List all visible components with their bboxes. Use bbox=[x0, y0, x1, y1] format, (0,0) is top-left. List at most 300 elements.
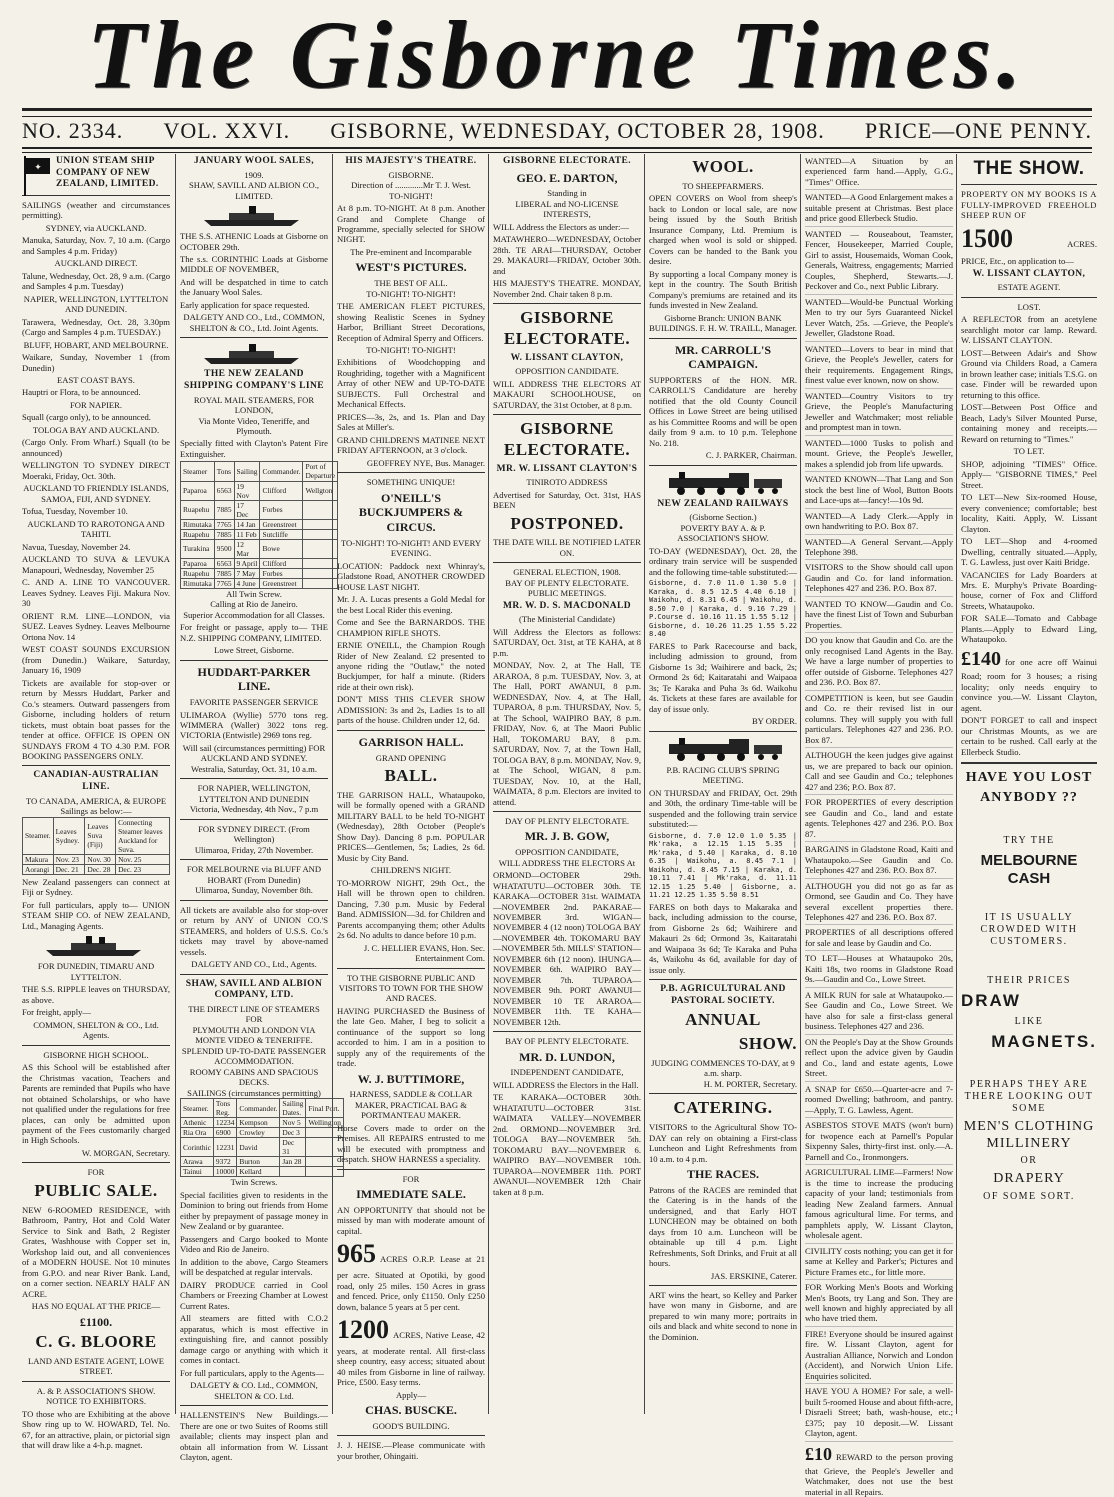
table-header: Steamer bbox=[181, 462, 215, 481]
table-cell: 6563 bbox=[214, 481, 234, 500]
evans-signature: J. C. HELLIER EVANS, Hon. Sec. Entertainment Com. bbox=[363, 942, 485, 964]
classified-ad: VISITORS to the Show should call upon Gaudin and Co. for land information. Telephones 427 and 236. P.O. Box 87. bbox=[805, 562, 953, 596]
table-row bbox=[181, 529, 338, 539]
classified-ad: ALTHOUGH you did not go as far as Ormond, see Gaudin and Co. They have several excellent properties there. Telephones 427 and 236. P.O. Box 87. bbox=[805, 881, 953, 926]
despatch-line: And will be despatched in time to catch the January Wool Sales. bbox=[180, 276, 328, 298]
table-cell: Forbes bbox=[260, 568, 303, 578]
tonight-2: TO-NIGHT! TO-NIGHT! bbox=[366, 288, 456, 299]
reward-amount: £10 bbox=[805, 1443, 832, 1464]
dairy-produce: DAIRY PRODUCE carried in Cool Chambers or Freezing Chamber at Lowest Current Rates. bbox=[180, 1279, 328, 1311]
roomy: ROOMY CABINS AND SPACIOUS DECKS. bbox=[189, 1066, 319, 1088]
branch: Gisborne Branch: UNION BANK BUILDINGS. F. H. W. TRAILL, Manager. bbox=[649, 312, 797, 334]
table-cell: Clifford bbox=[260, 481, 303, 500]
dont-forget: DON'T FORGET to call and inspect our Christmas Mounts, as we are certain to be rushed. Call early at the Ellerbeck Studio. bbox=[961, 715, 1097, 757]
perhaps: PERHAPS THEY ARE THERE LOOKING OUT SOME bbox=[964, 1078, 1094, 1114]
table-cell: 9372 bbox=[213, 1157, 236, 1167]
by-order: BY ORDER. bbox=[751, 716, 797, 727]
horse-text: Horse Covers made to order on the Premises. All REPAIRS entrusted to me will be executed with promptness and despatch. SHOW HARNESS a speciality. bbox=[337, 1122, 485, 1165]
table-cell: Dec. 28 bbox=[85, 864, 116, 874]
gisborne-sub: GISBORNE. bbox=[388, 169, 434, 180]
dont-miss-text: DON'T MISS THIS CLEVER SHOW ADMISSION: 3s and 2s, Ladies 1s to all parts of the house. Children under 12, 6d. bbox=[337, 694, 485, 726]
full-particulars: For full particulars, apply to— UNION STEAM SHIP CO. of NEW ZEALAND, Ltd., Managing Agents. bbox=[22, 899, 170, 931]
mens-clothing: MEN'S CLOTHING MILLINERY bbox=[963, 1119, 1095, 1152]
no-equal: HAS NO EQUAL AT THE PRICE— bbox=[31, 1301, 161, 1312]
porter-signature: H. M. PORTER, Secretary. bbox=[703, 1078, 797, 1089]
show: SHOW. bbox=[738, 1034, 797, 1054]
victoria: Victoria, Wednesday, 4th Nov., 7 p.m bbox=[189, 804, 319, 815]
independent: INDEPENDENT CANDIDATE, bbox=[510, 1067, 624, 1078]
location-text: LOCATION: Paddock next Whinray's, Gladstone Road, ANOTHER CROWDED HOUSE LAST NIGHT. bbox=[337, 560, 485, 592]
table-cell bbox=[280, 1167, 306, 1177]
tonight: TO-NIGHT! bbox=[389, 190, 433, 201]
will-address: WILL Address the Electors as under:— bbox=[493, 221, 629, 232]
table-cell: Rimutaka bbox=[181, 519, 215, 529]
having-text: HAVING PURCHASED the Business of the late Geo. Maher, I beg to solicit a continuance of the support so long accorded to him. I am in a position to supply any of the requirements of the trade. bbox=[337, 1005, 485, 1069]
table-cell: 7765 bbox=[214, 519, 234, 529]
table-row bbox=[181, 578, 338, 588]
buscke-name: CHAS. BUSCKE. bbox=[365, 1403, 457, 1418]
issue-volume: VOL. XXVI. bbox=[163, 118, 291, 143]
their-prices: THEIR PRICES bbox=[987, 974, 1071, 986]
table-cell: Wellgton bbox=[303, 481, 338, 500]
table-cell: Nov. 23 bbox=[53, 854, 85, 864]
supporters-text: SUPPORTERS of the HON. MR. CARROLL'S Candidature are hereby notified that the old County Council Offices in Lowe Street are being utilised as his Committee Rooms and will be open daily from 9 a.m. to 10 p.m. Telephone No. 218. bbox=[649, 374, 797, 448]
lost-text-2: LOST—Between Adair's and Show Ground via Childers Road, a Camera in brown leather case; initials T.S.G. on case. Finder will be rewarded upon returning to this office. bbox=[961, 347, 1097, 400]
amount: £140 bbox=[961, 647, 1001, 670]
notice-heading: NOTICE TO EXHIBITORS. bbox=[45, 1396, 147, 1407]
table-header: Sailing bbox=[234, 462, 260, 481]
classified-ads bbox=[805, 156, 953, 1442]
acres-965-text: ACRES O.R.P. Lease at 21 per acre. Situated at Opotiki, by good road, only 25 miles. 150 Acres in grass and fenced. Price, only £1150. Only £250 down, balance 5 years at 5 per cent. bbox=[337, 1254, 485, 1312]
tofua-line: Tofua, Tuesday, November 10. bbox=[22, 506, 128, 517]
vancouver-line: C. AND A. LINE TO VANCOUVER. Leaves Sydney. Leaves Fiji. Makura Nov. 30 bbox=[22, 577, 170, 609]
reward-text: REWARD to the person proving that Grieve, the People's Jeweller and Watchmaker, does not use the best material in all Repairs. bbox=[805, 1451, 953, 1497]
column-4 bbox=[488, 154, 641, 1414]
cargo-booked: Passengers and Cargo booked to Monte Video and Rio de Janeiro. bbox=[180, 1233, 328, 1255]
wgtn-sydney-line: WELLINGTON TO SYDNEY DIRECT Moeraki, Friday, Oct. 30th. bbox=[22, 460, 170, 481]
steamship-icon bbox=[199, 204, 309, 228]
classified-ad: ON the People's Day at the Show Grounds reflect upon the advice given by Gaudin and Co., land and estate agents, Lowe Street. bbox=[805, 1037, 953, 1082]
table-cell: Ria Ora bbox=[181, 1128, 214, 1138]
sheepfarmers: TO SHEEPFARMERS. bbox=[682, 180, 764, 191]
matinee-text: GRAND CHILDREN'S MATINEE NEXT FRIDAY AFTERNOON, at 3 o'clock. bbox=[337, 434, 485, 456]
via-line: Via Monte Video, Teneriffe, and Plymouth. bbox=[198, 415, 310, 436]
erskine-signature: JAS. ERSKINE, Caterer. bbox=[710, 1270, 797, 1281]
table-cell: Makura bbox=[23, 854, 54, 864]
public-sale-heading: PUBLIC SALE. bbox=[34, 1180, 158, 1200]
apply-to: For freight or passage, apply to— THE N.Z. SHIPPING COMPANY, LIMITED. bbox=[180, 622, 328, 643]
ernie-text: ERNIE O'NEILL, the Champion Rough Rider of New Zealand. £2 presented to anyone riding the "Outlaw," the noted Buckjumper, for half a minute. (Riders ride at their own risk). bbox=[337, 640, 485, 692]
price: £1100. bbox=[79, 1314, 113, 1329]
wool-sales-heading: JANUARY WOOL SALES, bbox=[194, 156, 314, 166]
lowe-street: Lowe Street, Gisborne. bbox=[214, 645, 294, 656]
sailings-permitting: SAILINGS (circumstances permitting) bbox=[187, 1087, 321, 1098]
table-cell: Nov 5 bbox=[280, 1118, 306, 1128]
direction-line: Direction of .............Mr T. J. West. bbox=[351, 180, 471, 191]
let-text-2: TO LET—Shop and 4-roomed Dwelling, centrally situated.—Apply, T. G. Lawless, just over Kaiti Bridge. bbox=[961, 536, 1097, 568]
table-cell: 6900 bbox=[213, 1128, 236, 1138]
table-row bbox=[181, 1167, 344, 1177]
classified-ad: WANTED TO KNOW—Gaudin and Co. have the finest List of Town and Suburban Properties. bbox=[805, 599, 953, 633]
issue-rule bbox=[22, 147, 1092, 153]
issue-price: PRICE—ONE PENNY. bbox=[864, 118, 1092, 143]
every-evening: TO-NIGHT! TO-NIGHT! AND EVERY EVENING. bbox=[340, 537, 482, 559]
huddart-heading: HUDDART-PARKER LINE. bbox=[197, 664, 311, 694]
westralia: Westralia, Saturday, Oct. 31, 10 a.m. bbox=[191, 763, 317, 774]
issue-line bbox=[22, 116, 1092, 146]
ulimaroa-sunday: Ulimaroa, Sunday, November 8th. bbox=[195, 885, 313, 896]
school-text: AS this School will be established after the Christmas vacation, Teachers and Parents are reminded that Pupils who have not obtained Scholarships, or who have not qualified under the regulations for free places, can only be admitted upon payment of the Fees customarily charged in High Schools. bbox=[22, 1062, 170, 1146]
poverty-bay: POVERTY BAY A. & P. ASSOCIATION'S SHOW. bbox=[677, 522, 769, 544]
table-cell: Wellington bbox=[306, 1118, 344, 1128]
fiji-heading: AUCKLAND TO FRIENDLY ISLANDS, SAMOA, FIJI, AND SYDNEY. bbox=[23, 483, 169, 504]
table-cell: 11 Feb bbox=[234, 529, 260, 539]
freight-line: For freight, apply— bbox=[22, 1007, 91, 1018]
have-you-lost: HAVE YOU LOST bbox=[965, 770, 1093, 786]
squall-line: Squall (cargo only), to be announced. bbox=[22, 412, 151, 423]
ministerial: (The Ministerial Candidate) bbox=[519, 614, 615, 625]
table-cell: Kellard bbox=[237, 1167, 280, 1177]
table-cell: 14 Jan bbox=[234, 519, 260, 529]
table-cell: Ruapehu bbox=[181, 568, 215, 578]
table-cell: Paparoa bbox=[181, 558, 215, 568]
today-text: TO-DAY (WEDNESDAY), Oct. 28, the ordinary train service will be suspended and the following time-table substituted:— bbox=[649, 545, 797, 577]
gow-name: MR. J. B. GOW, bbox=[524, 829, 610, 844]
judging: JUDGING COMMENCES TO-DAY, at 9 a.m. sharp. bbox=[651, 1057, 795, 1079]
of-some-sort: OF SOME SORT. bbox=[983, 1190, 1075, 1202]
bloore-sub: LAND AND ESTATE AGENT, LOWE STREET. bbox=[28, 1355, 164, 1377]
will-address-2: WILL ADDRESS THE ELECTORS AT MAKAURI SCHOOLHOUSE, on SATURDAY, the 31st October, at 8 p.m. bbox=[493, 378, 641, 410]
table-cell: 12 Mar bbox=[234, 539, 260, 558]
calling-rio: Calling at Rio de Janeiro. bbox=[210, 599, 298, 610]
vacancies-text: VACANCIES for Lady Boarders at Mrs. E. Murphy's Private Boarding-house, corner of Fox and Clifford Streets, Whataupoko. bbox=[961, 569, 1097, 611]
column-6 bbox=[800, 154, 953, 1497]
the-show-heading: THE SHOW. bbox=[973, 158, 1085, 179]
acres-label: ACRES. bbox=[1067, 238, 1097, 249]
will-address-3: Will Address the Electors as follows: SATURDAY, Oct. 31st, at TE KAHA, at 8 p.m. bbox=[493, 626, 641, 658]
steamship-icon bbox=[41, 934, 151, 958]
column-2 bbox=[175, 154, 342, 1463]
races-heading: THE RACES. bbox=[686, 1167, 760, 1182]
table-cell: 7765 bbox=[214, 578, 234, 588]
athenic-line: THE S.S. ATHENIC Loads at Gisborne on OCTOBER 29th. bbox=[180, 231, 328, 252]
steamship-icon bbox=[199, 342, 309, 366]
table-cell: Greenstreet bbox=[260, 578, 303, 588]
for-sydney: FOR SYDNEY DIRECT. (From Wellington) bbox=[198, 823, 310, 845]
classified-ad: WANTED—A Good Enlargement makes a suitable present at Christmas. Best place and price good Ellerbeck Studio. bbox=[805, 192, 953, 226]
nye-signature: GEOFFREY NYE, Bus. Manager. bbox=[366, 457, 485, 468]
classified-ad: CIVILITY costs nothing; you can get it for same at Kelley and Parker's; Pictures and Picture Frames etc., for little more. bbox=[805, 1246, 953, 1280]
amount-text: for one acre off Wainui Road; room for 3 houses; a rising locality; only needs enquiry to convince you.—W. Lissant Clayton, agent. bbox=[961, 656, 1097, 713]
table-header: Sailing Dates. bbox=[280, 1099, 306, 1118]
table-cell: Dec 3 bbox=[280, 1128, 306, 1138]
lucas-text: Mr. J. A. Lucas presents a Gold Medal for the best Local Rider this evening. bbox=[337, 594, 485, 615]
for-label-2: FOR bbox=[402, 1173, 420, 1184]
locomotive-icon bbox=[659, 736, 787, 762]
napier-heading: NAPIER, WELLINGTON, LYTTELTON AND DUNEDIN. bbox=[23, 293, 169, 315]
nzr-heading: NEW ZEALAND RAILWAYS bbox=[657, 498, 789, 509]
nz-passengers: New Zealand passengers can connect at Fiji or Sydney. bbox=[22, 876, 170, 898]
svg-text:✦: ✦ bbox=[34, 163, 42, 173]
clayton-name: W. LISSANT CLAYTON, bbox=[510, 352, 624, 363]
lost-text: A REFLECTOR from an acetylene searchlight motor car lamp. Reward. W. LISSANT CLAYTON. bbox=[961, 314, 1097, 346]
table-cell: Tainui bbox=[181, 1167, 214, 1177]
hallenstein: HALLENSTEIN'S New Buildings.—There are one or two Suites of Rooms still available; clients may inspect plan and obtain all information from W. Lissant Clayton, agent. bbox=[180, 1410, 328, 1463]
classified-ad: WANTED KNOWN—That Lang and Son stock the best line of Wool, Button Boots and Lace-ups at—fancy!—10s 9d. bbox=[805, 474, 953, 508]
year: 1909. bbox=[244, 169, 264, 180]
timetable: Gisborne, d. 7.0 11.0 1.30 5.0 | Karaka, d. 8.5 12.5 4.40 6.10 | Waikohu, d. 8.31 6.45 | Waikohu, d. 8.50 7.0 | Karaka, d. 9.16 7.29 | P.Course d. 10.16 11.15 1.55 5.12 | Gisborne, d. 10.26 11.25 1.55 5.22 8.40 bbox=[649, 579, 797, 639]
general-election: GENERAL ELECTION, 1908. bbox=[513, 567, 621, 578]
try-the: TRY THE bbox=[1003, 835, 1055, 847]
table-cell: Dec 31 bbox=[280, 1138, 306, 1157]
table-cell: Turakina bbox=[181, 539, 215, 558]
ulimaroa-list: ULIMAROA (Wyllie) 5770 tons reg. WIMMERA (Waller) 3022 tons reg. VICTORIA (Entwistle) 2969 tons reg. bbox=[180, 709, 328, 741]
east-coast-heading: EAST COAST BAYS. bbox=[57, 375, 135, 385]
let-text-1: TO LET—New Six-roomed House, every convenience; comfortable; best locality, Kaiti. Apply, W. Lissant Clayton. bbox=[961, 492, 1097, 534]
prices-text: PRICES—3s, 2s, and 1s. Plan and Day Sales at Miller's. bbox=[337, 411, 485, 433]
price-etc: PRICE, Etc., on application to— bbox=[961, 256, 1074, 267]
classified-ad: COMPETITION is keen, but see Gaudin and Co. re their revised list in our columns. They will supply you with full particulars. Telephones 427 and 236. P.O. Box 87. bbox=[805, 693, 953, 748]
harness-line: HARNESS, SADDLE & COLLAR MAKER, PRACTICAL BAG & PORTMANTEAU MAKER. bbox=[349, 1089, 473, 1121]
classified-ad: AGRICULTURAL LIME—Farmers! Now is the time to increase the producing capacity of your land; testimonials from leading New Zealand farmers. Annual famous agricultural lime. For terms, and pamphlets apply, W. Lissant Clayton, wholesale agent. bbox=[805, 1167, 953, 1243]
nz-shipping-heading: THE NEW ZEALAND SHIPPING COMPANY'S LINE bbox=[184, 369, 324, 391]
table-header: Final Port. bbox=[306, 1099, 344, 1118]
royal-mail: ROYAL MAIL STEAMERS, FOR LONDON, bbox=[193, 394, 315, 416]
direct-line: THE DIRECT LINE OF STEAMERS FOR bbox=[188, 1003, 320, 1025]
column-1 bbox=[22, 154, 170, 1451]
sailings-note: SAILINGS (weather and circumstances permitting). bbox=[22, 199, 170, 221]
classified-ad: WANTED—A General Servant.—Apply Telephone 398. bbox=[805, 537, 953, 561]
hauptri-line: Hauptri or Flora, to be announced. bbox=[22, 387, 141, 398]
macdonald-name: MR. W. D. S. MACDONALD bbox=[502, 600, 632, 611]
to-canada: TO CANADA, AMERICA, & EUROPE bbox=[25, 795, 167, 806]
special-facilities: Special facilities given to residents in the Dominion to bring out friends from Home either by prepayment of passage money in New Zealand or by guarantee. bbox=[180, 1189, 328, 1232]
anybody: ANYBODY ?? bbox=[980, 790, 1078, 806]
classified-ad: FIRE! Everyone should be insured against fire. W. Lissant Clayton, agent for Australian Alliance, Norwich and London (Accident), and Norwich Union Life. Enquiries solicited. bbox=[805, 1329, 953, 1384]
gisborne-section: (Gisborne Section.) bbox=[689, 512, 757, 523]
suva-line: AUCKLAND TO SUVA & LEVUKA Manapouri, Wednesday, November 25 bbox=[22, 554, 170, 575]
table-cell: Clifford bbox=[260, 558, 303, 568]
childrens-text: TO-MORROW NIGHT, 29th Oct., the Hall will be thrown open to children. Dancing, 7.30 p.m. Music by Federal Band. ADMISSION—3d. for Children and Parents accompanying them; other Adults 2s 6d. No adults to dance before 10 p.m. bbox=[337, 877, 485, 941]
magnets: MAGNETS. bbox=[991, 1031, 1097, 1051]
melbourne-cash: MELBOURNE CASH bbox=[980, 851, 1078, 887]
carroll-heading: MR. CARROLL'S CAMPAIGN. bbox=[674, 342, 771, 372]
high-school-heading: GISBORNE HIGH SCHOOL. bbox=[43, 1049, 149, 1060]
table-cell: 7885 bbox=[214, 500, 234, 519]
classified-ad: DO you know that Gaudin and Co. are the only recognised Land Agents in the Bay. We have a large number of properties to offer outside of Gisborne. Telephones 427 and 236. P.O. Box 87. bbox=[805, 635, 953, 690]
canadian-table bbox=[22, 817, 170, 875]
newspaper-title: The Gisborne Times. bbox=[87, 0, 1027, 108]
dalgety-agents: DALGETY AND CO., Ltd., COMMON, SHELTON & CO., Ltd. Joint Agents. bbox=[183, 312, 325, 333]
classified-ad: BARGAINS in Gladstone Road, Kaiti and Whataupoko.—See Gaudin and Co. Telephones 427 and 236. P.O. Box 87. bbox=[805, 844, 953, 878]
lost-text-3: LOST—Between Post Office and Beach, Lady's Silver Mounted Purse, containing money and receipts.—Reward on returning to "Times." bbox=[961, 402, 1097, 444]
table-row bbox=[181, 1128, 344, 1138]
acres-number: 1500 bbox=[961, 223, 1013, 253]
electorate-heading: GISBORNE ELECTORATE. bbox=[502, 156, 632, 166]
art-text: ART wins the heart, so Kelley and Parker have won many in Gisborne, and are prepared to win many more; portraits in oils and black and white second to none in the Dominion. bbox=[649, 1290, 797, 1342]
west-coast-line: WEST COAST SOUNDS EXCURSION (from Dunedin.) Waikare, Saturday, January 16, 1909 bbox=[22, 644, 170, 676]
racing-text: ON THURSDAY and FRIDAY, Oct. 29th and 30th, the ordinary Time-table will be suspended and the following train service substituted:— bbox=[649, 787, 797, 830]
table-cell: 9 April bbox=[234, 558, 260, 568]
table-cell: 12231 bbox=[213, 1138, 236, 1157]
fares-text-2: FARES on both days to Makaraka and back, including admission to the course, from Gisborne 2s 6d; Waihirere and Makauri 2s 6d; Ormond 3s, Kaitaratahi and Waipaoa 3s 6d; Te Karaka and Puha 4s, Waikohu 4s 6d, available for day of issue only. bbox=[649, 901, 797, 975]
corinthic-line: The s.s. CORINTHIC Loads at Gisborne MIDDLE OF NOVEMBER, bbox=[180, 254, 328, 275]
clayton-name-3: W. LISSANT CLAYTON, bbox=[972, 268, 1086, 279]
estate-agent: ESTATE AGENT. bbox=[997, 282, 1061, 293]
cargo-only-line: (Cargo Only. From Wharf.) Squall (to be announced) bbox=[22, 437, 170, 458]
apply-label: Apply— bbox=[395, 1389, 427, 1400]
dalgety-agents-2: DALGETY AND CO., Ltd., Agents. bbox=[191, 959, 317, 970]
table-cell: Ruapehu bbox=[181, 500, 215, 519]
flag-icon bbox=[22, 156, 52, 196]
bluff-heading: BLUFF, HOBART, AND MELBOURNE. bbox=[23, 339, 169, 350]
tiniroto: TINIROTO ADDRESS bbox=[526, 477, 608, 488]
table-header: Port of Departure bbox=[303, 462, 338, 481]
grand-opening: GRAND OPENING bbox=[375, 752, 447, 763]
acres-965 bbox=[337, 1238, 485, 1312]
table-cell: 9500 bbox=[214, 539, 234, 558]
table-cell: Crowley bbox=[237, 1128, 280, 1138]
classified-ad: WANTED—A Situation by an experienced farm hand.—Apply, G.G., "Times" Office. bbox=[805, 156, 953, 190]
catering-heading: CATERING. bbox=[673, 1098, 773, 1118]
dalgety-agents-3: DALGETY & CO. Ltd., COMMON, SHELTON & CO. Ltd. bbox=[190, 1380, 318, 1401]
bloore-name: C. G. BLOORE bbox=[35, 1332, 157, 1352]
exhibitors-text: TO those who are Exhibiting at the above Show ring up to W. HOWARD, Tel. No. 67, for an attractive, plain, or pictorial sign that will draw like a 4-h.p. magnet. bbox=[22, 1408, 170, 1451]
favorite-service: FAVORITE PASSENGER SERVICE bbox=[189, 697, 319, 708]
public-meetings: PUBLIC MEETINGS. bbox=[527, 588, 607, 599]
all-tickets: All tickets are available also for stop-over or return by ANY of UNION CO.'S STEAMERS, and holders of U.S.S. Co.'s tickets may travel by above-named vessels. bbox=[180, 904, 328, 957]
shop-text: SHOP, adjoining "TIMES" Office. Apply— "GISBORNE TIMES," Peel Street. bbox=[961, 458, 1097, 490]
classified-ad: TO LET—Houses at Whataupoko 20s, Kaiti 18s, two rooms in Gladstone Road 9s.—Gaudin and Co., Lowe Street. bbox=[805, 953, 953, 987]
drapery: DRAPERY bbox=[993, 1171, 1065, 1187]
table-cell: Arawa bbox=[181, 1157, 214, 1167]
twin-screws: Twin Screws. bbox=[230, 1177, 278, 1188]
table-cell: Jan 28 bbox=[280, 1157, 306, 1167]
shaw-table bbox=[180, 1098, 344, 1177]
or: OR bbox=[1020, 1155, 1038, 1167]
like: LIKE bbox=[1014, 1015, 1044, 1027]
table-header: Tons Reg. bbox=[213, 1099, 236, 1118]
table-header: Connecting Steamer leaves Auckland for Suva. bbox=[116, 817, 170, 854]
table-cell: 19 Nov bbox=[234, 481, 260, 500]
number-965: 965 bbox=[337, 1239, 376, 1269]
opposition: OPPOSITION CANDIDATE. bbox=[515, 366, 619, 377]
day-of-plenty: DAY OF PLENTY ELECTORATE. bbox=[505, 815, 629, 826]
table-cell: 12234 bbox=[213, 1118, 236, 1128]
hmt-meeting: HIS MAJESTY'S THEATRE. MONDAY, November 2nd. Chair taken 8 p.m. bbox=[493, 278, 641, 299]
table-row bbox=[181, 1118, 344, 1128]
navua-line: Navua, Tuesday, November 24. bbox=[22, 541, 131, 552]
classified-ad: ASBESTOS STOVE MATS (won't burn) for twopence each at Parnell's Popular Sixpenny Sales, thirty-first inst. only.—A. Parnell and Co., Ironmongers. bbox=[805, 1120, 953, 1165]
buttimore-name: W. J. BUTTIMORE, bbox=[357, 1071, 465, 1086]
classified-ad: WANTED—A Lady Clerk.—Apply in own handwriting to P.O. Box 87. bbox=[805, 511, 953, 535]
lost-heading: LOST. bbox=[1017, 301, 1041, 312]
splendid: SPLENDID UP-TO-DATE PASSENGER ACCOMMODATION. bbox=[181, 1045, 327, 1067]
table-cell: Ruapehu bbox=[181, 529, 215, 539]
garrison-heading: GARRISON HALL. bbox=[358, 734, 464, 749]
table-row bbox=[181, 519, 338, 529]
table-cell: Paparoa bbox=[181, 481, 215, 500]
immediate-sale: IMMEDIATE SALE. bbox=[356, 1187, 466, 1202]
table-cell: Nov. 30 bbox=[85, 854, 116, 864]
table-cell: 17 Dec bbox=[234, 500, 260, 519]
draw: DRAW bbox=[961, 990, 1021, 1010]
will-address-4: WILL ADDRESS THE ELECTORS At bbox=[498, 857, 636, 868]
to-let-heading: TO LET. bbox=[1013, 446, 1045, 457]
for-napier-heading: FOR NAPIER. bbox=[69, 399, 123, 410]
rarotonga-heading: AUCKLAND TO RAROTONGA AND TAHITI. bbox=[27, 518, 165, 540]
standing: Standing in bbox=[547, 188, 587, 199]
sale-text: FOR SALE—Tomato and Cabbage Plants.—Apply to Edward Ling, Whataupoko. bbox=[961, 613, 1097, 645]
pre-eminent: The Pre-eminent and Incomparable bbox=[350, 246, 472, 257]
ball-text: THE GARRISON HALL, Whataupoko, will be formally opened with a GRAND MILITARY BALL to be held TO-NIGHT (Wednesday), 28th October (People's Show Day). Dancing 8 p.m. POPULAR PRICES—Gentlemen, 5s; Ladies, 2s 6d. Music by City Band. bbox=[337, 789, 485, 863]
table-cell: Nov. 25 bbox=[116, 854, 170, 864]
amount-ad bbox=[961, 647, 1097, 713]
issue-number: NO. 2334. bbox=[22, 118, 124, 143]
barnados-text: Come and See the BARNARDOS. THE CHAMPION RIFLE SHOTS. bbox=[337, 617, 485, 638]
acres-line bbox=[961, 223, 1097, 255]
union-title: UNION STEAM SHIP COMPANY OF NEW ZEALAND, LIMITED. bbox=[56, 156, 159, 190]
reward-ad bbox=[805, 1444, 953, 1497]
column-3 bbox=[332, 154, 485, 1461]
superior: Superior Accommodation for all Classes. bbox=[183, 609, 325, 620]
gisborne-electorate: GISBORNE ELECTORATE. bbox=[503, 308, 631, 348]
best-of-all: THE BEST OF ALL. bbox=[374, 278, 448, 289]
column-5 bbox=[644, 154, 797, 1414]
tarawera-line: Tarawera, Wednesday, Oct. 28, 3.30pm (Cargo and Samples 4 p.m. TUESDAY.) bbox=[22, 316, 170, 338]
fleet-text: THE AMERICAN FLEET PICTURES, showing Realistic Scenes in Sydney Harbor, Brilliant Street Decorations, Reception of Admiral Sperry and Officers. bbox=[337, 301, 485, 343]
fitted-line: Specially fitted with Clayton's Patent Fire Extinguisher. bbox=[180, 438, 328, 459]
patrons-text: Patrons of the RACES are reminded that the Catering is in the hands of the undersigned, and that Early HOT LUNCHEON may be obtained on both days from 10 a.m. Luncheon will be obtainable up till 4 p.m. Light Refreshments, Soft Drinks, and Fruit at all hours. bbox=[649, 1184, 797, 1269]
table-cell: Rimutaka bbox=[181, 578, 215, 588]
table-row bbox=[181, 1157, 344, 1167]
classified-ad: WANTED—Country Visitors to try Grieve, the People's Manufacturing Jeweller and Watchmaker; most reliable and promptest man in town. bbox=[805, 391, 953, 436]
table-cell: 7885 bbox=[214, 568, 234, 578]
plymouth: PLYMOUTH AND LONDON VIA MONTE VIDEO & TENERIFFE. bbox=[192, 1024, 316, 1046]
columns bbox=[22, 154, 1097, 1497]
table-header: Tons bbox=[214, 462, 234, 481]
darton-meetings: MATAWHERO—WEDNESDAY, October 28th. TE ARAI—THURSDAY, October 29. MAKAURI—FRIDAY, October 30th. and bbox=[493, 234, 641, 276]
table-cell: Greenstreet bbox=[260, 519, 303, 529]
tologa-heading: TOLOGA BAY AND AUCKLAND. bbox=[32, 424, 160, 435]
table-cell: Dec. 21 bbox=[53, 864, 85, 874]
opposition-2: OPPOSITION CANDIDATE, bbox=[515, 847, 619, 858]
twin-screw: All Twin Screw. bbox=[226, 588, 282, 599]
for-melbourne: FOR MELBOURNE via BLUFF AND HOBART (From Dunedin) bbox=[186, 864, 322, 885]
table-cell: 7885 bbox=[214, 529, 234, 539]
table-cell: Forbes bbox=[260, 500, 303, 519]
lundon-schedule: TE KARAKA—OCTOBER 30th. WHATATUTU—OCTOBER 31st. WAIMATA VALLEY—NOVEMBER 2nd. ORMOND—NOVEMBER 3rd. TOLOGA BAY—NOVEMBER 5th. TOKOMARU BAY—NOVEMBER 6. WAIPIRO BAY—NOVEMBER 10th. TUPAROA—NOVEMBER 11th. PORT AWANUI—NOVEMBER 12th Chair taken at 8 p.m. bbox=[493, 1092, 641, 1197]
annual: ANNUAL bbox=[685, 1010, 761, 1030]
classified-ad: ALTHOUGH the keen judges give against us, we are prepared to back our opinion. Call and see Gaudin and Co.; telephones 427 and 236; P.O. Box 87. bbox=[805, 750, 953, 795]
morgan-signature: W. MORGAN, Secretary. bbox=[81, 1147, 170, 1158]
darton-name: GEO. E. DARTON, bbox=[516, 170, 618, 185]
table-header: Leaves Suva (Fiji) bbox=[85, 817, 116, 854]
classified-ad: WANTED—1000 Tusks to polish and mount. Grieve, the People's Jeweller, makes a splendid job from life upwards. bbox=[805, 438, 953, 472]
advertised: Advertised for Saturday, Oct. 31st, HAS BEEN bbox=[493, 489, 641, 511]
parker-signature: C. J. PARKER, Chairman. bbox=[705, 450, 797, 461]
property-text: PROPERTY ON MY BOOKS IS A FULLY-IMPROVED FREEHOLD SHEEP RUN OF bbox=[961, 189, 1097, 221]
number-1200: 1200 bbox=[337, 1315, 389, 1345]
childrens-heading: CHILDREN'S NIGHT. bbox=[370, 865, 452, 876]
timetable-2: Gisborne, d. 7.0 12.0 1.0 5.35 | Mk'raka, a 12.15 1.15 5.35 | Mk'raka, d 5.40 | Karaka, d. 8.10 6.35 | Waikohu, a. 8.45 7.1 | Waikohu, d. 8.45 7.15 | Karaka, d. 10.11 7.41 | Mk'raka, d. 11.11 12.15 1.25 5.40 | Gisborne, a. 11.21 12.25 1.35 5.50 8.51 bbox=[649, 831, 797, 900]
classified-ad: A SNAP for £650.—Quarter-acre and 7-roomed Dwelling; bathroom, and pantry.—Apply, T. G. Lawless, Agent. bbox=[805, 1084, 953, 1118]
masthead bbox=[0, 0, 1114, 108]
bay-of-plenty: BAY OF PLENTY ELECTORATE. bbox=[505, 577, 629, 588]
table-row bbox=[23, 864, 170, 874]
union-header bbox=[22, 156, 170, 191]
bay-of-plenty-2: BAY OF PLENTY ELECTORATE. bbox=[505, 1036, 629, 1047]
